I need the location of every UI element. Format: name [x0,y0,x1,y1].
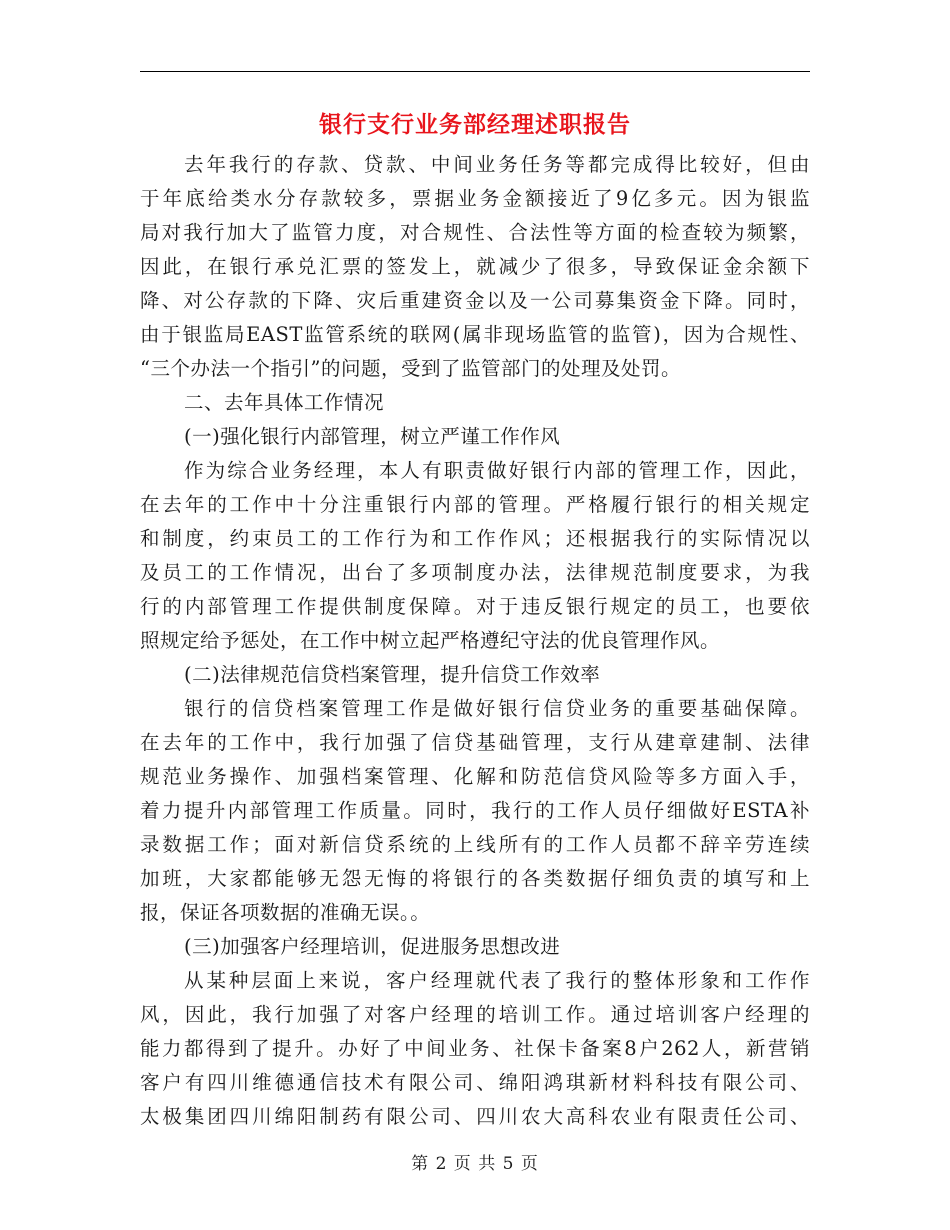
body-line: 加班，大家都能够无怨无悔的将银行的各类数据仔细负责的填写和上 [140,867,810,890]
body-line: 客户有四川维德通信技术有限公司、绵阳鸿琪新材料科技有限公司、 [140,1071,810,1094]
body-line: 录数据工作；面对新信贷系统的上线所有的工作人员都不辞辛劳连续 [140,833,810,856]
body-line: 于年底给类水分存款较多，票据业务金额接近了9亿多元。因为银监 [140,187,810,210]
body-line: 作为综合业务经理，本人有职责做好银行内部的管理工作，因此， [184,459,810,482]
body-line: 规范业务操作、加强档案管理、化解和防范信贷风险等多方面入手， [140,765,810,788]
body-line: 在去年的工作中，我行加强了信贷基础管理，支行从建章建制、法律 [140,731,810,754]
body-line: 太极集团四川绵阳制药有限公司、四川农大高科农业有限责任公司、 [140,1105,810,1128]
body-line: “三个办法一个指引”的问题，受到了监管部门的处理及处罚。 [140,357,681,380]
body-line: 着力提升内部管理工作质量。同时，我行的工作人员仔细做好ESTA补 [140,799,810,822]
body-line: 去年我行的存款、贷款、中间业务任务等都完成得比较好，但由 [184,153,810,176]
body-line: 因此，在银行承兑汇票的签发上，就减少了很多，导致保证金余额下 [140,255,810,278]
body-line: 和制度，约束员工的工作行为和工作作风；还根据我行的实际情况以 [140,527,810,550]
body-line: 从某种层面上来说，客户经理就代表了我行的整体形象和工作作 [184,969,810,992]
body-line: 风，因此，我行加强了对客户经理的培训工作。通过培训客户经理的 [140,1003,810,1026]
body-line: (一)强化银行内部管理，树立严谨工作作风 [184,425,561,448]
body-line: 及员工的工作情况，出台了多项制度办法，法律规范制度要求，为我 [140,561,810,584]
body-line: 行的内部管理工作提供制度保障。对于违反银行规定的员工，也要依 [140,595,810,618]
body-line: 二、去年具体工作情况 [184,391,385,414]
header-rule [140,71,810,72]
page-footer: 第 2 页 共 5 页 [411,1154,539,1174]
document-body [140,148,810,1134]
body-line: 照规定给予惩处，在工作中树立起严格遵纪守法的优良管理作风。 [140,629,721,652]
body-line: (三)加强客户经理培训，促进服务思想改进 [184,935,561,958]
body-line: 降、对公存款的下降、灾后重建资金以及一公司募集资金下降。同时， [140,289,810,312]
body-line: 银行的信贷档案管理工作是做好银行信贷业务的重要基础保障。 [184,697,810,720]
document-title: 银行支行业务部经理述职报告 [319,111,631,138]
body-line: 在去年的工作中十分注重银行内部的管理。严格履行银行的相关规定 [140,493,810,516]
body-line: 由于银监局EAST监管系统的联网(属非现场监管的监管)，因为合规性、 [140,323,810,346]
body-line: 报，保证各项数据的准确无误。。 [140,901,431,924]
body-line: 局对我行加大了监管力度，对合规性、合法性等方面的检查较为频繁， [140,221,810,244]
body-line: 能力都得到了提升。办好了中间业务、社保卡备案8户262人，新营销 [140,1037,810,1060]
body-line: (二)法律规范信贷档案管理，提升信贷工作效率 [184,663,601,686]
